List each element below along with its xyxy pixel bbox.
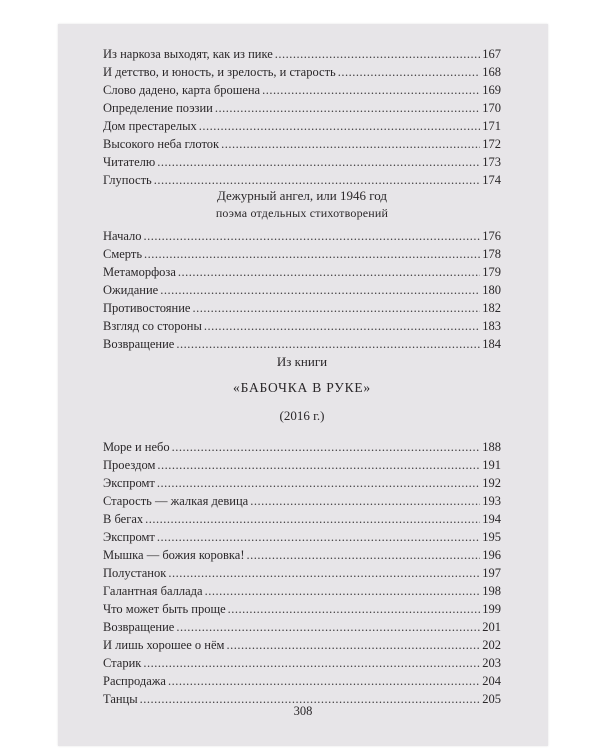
toc-entry-title: В бегах xyxy=(103,512,144,526)
dot-leader xyxy=(228,600,481,618)
toc-entry-title: И лишь хорошее о нём xyxy=(103,638,225,652)
toc-entry xyxy=(103,335,501,353)
toc-entry-page: 204 xyxy=(482,674,501,688)
toc-entry xyxy=(103,474,501,492)
toc-entry-page: 196 xyxy=(482,548,501,562)
book-page xyxy=(58,24,548,746)
toc-entry xyxy=(103,135,501,153)
toc-entry-page: 202 xyxy=(482,638,501,652)
toc-group-2 xyxy=(103,227,501,353)
toc-entry xyxy=(103,582,501,600)
page-number: 308 xyxy=(293,704,313,718)
toc-entry-title: Дом престарелых xyxy=(103,119,197,133)
toc-entry-page: 168 xyxy=(482,65,501,79)
toc-entry-page: 173 xyxy=(482,155,501,169)
toc-entry-page: 170 xyxy=(482,101,501,115)
toc-group-3 xyxy=(103,438,501,708)
toc-entry xyxy=(103,456,501,474)
dot-leader xyxy=(247,546,481,564)
toc-entry xyxy=(103,492,501,510)
toc-entry-title: Определение поэзии xyxy=(103,101,213,115)
dot-leader xyxy=(205,582,481,600)
toc-entry-title: Взгляд со стороны xyxy=(103,319,202,333)
toc-entry-title: Мышка — божия коровка! xyxy=(103,548,245,562)
toc-entry-title: Экспромт xyxy=(103,476,155,490)
toc-entry-page: 195 xyxy=(482,530,501,544)
toc-entry-title: Что может быть проще xyxy=(103,602,226,616)
dot-leader xyxy=(226,636,480,654)
toc-entry xyxy=(103,299,501,317)
dot-leader xyxy=(143,654,480,672)
section-title: Дежурный ангел, или 1946 год xyxy=(217,188,387,203)
dot-leader xyxy=(250,492,480,510)
toc-entry-title: Читателю xyxy=(103,155,156,169)
toc-entry-title: Возвращение xyxy=(103,620,175,634)
toc-entry-page: 201 xyxy=(482,620,501,634)
book-year: (2016 г.) xyxy=(279,408,325,423)
toc-entry xyxy=(103,99,501,117)
toc-entry-title: Слово дадено, карта брошена xyxy=(103,83,261,97)
toc-entry-page: 179 xyxy=(482,265,501,279)
toc-entry-page: 180 xyxy=(482,283,501,297)
dot-leader xyxy=(157,153,480,171)
dot-leader xyxy=(154,171,481,189)
toc-entry xyxy=(103,654,501,672)
toc-entry xyxy=(103,636,501,654)
dot-leader xyxy=(178,263,480,281)
toc-entry-page: 203 xyxy=(482,656,501,670)
toc-entry-title: Старость — жалкая девица xyxy=(103,494,249,508)
dot-leader xyxy=(262,81,480,99)
toc-entry-title: Смерть xyxy=(103,247,143,261)
toc-entry-title: Распродажа xyxy=(103,674,166,688)
dot-leader xyxy=(338,63,481,81)
dot-leader xyxy=(157,474,480,492)
toc-entry-page: 178 xyxy=(482,247,501,261)
toc-entry xyxy=(103,510,501,528)
toc-entry-title: Полустанок xyxy=(103,566,167,580)
dot-leader xyxy=(168,564,480,582)
toc-entry xyxy=(103,564,501,582)
toc-entry xyxy=(103,227,501,245)
toc-entry xyxy=(103,438,501,456)
toc-entry xyxy=(103,618,501,636)
toc-entry-title: Экспромт xyxy=(103,530,155,544)
dot-leader xyxy=(160,281,480,299)
toc-entry-page: 176 xyxy=(482,229,501,243)
toc-entry-title: Старик xyxy=(103,656,142,670)
toc-entry-page: 171 xyxy=(482,119,501,133)
toc-entry-title: Противостояние xyxy=(103,301,191,315)
toc-entry-page: 167 xyxy=(482,47,501,61)
toc-entry-page: 193 xyxy=(482,494,501,508)
toc-entry xyxy=(103,45,501,63)
toc-entry-page: 198 xyxy=(482,584,501,598)
toc-entry xyxy=(103,672,501,690)
toc-entry-title: Начало xyxy=(103,229,142,243)
dot-leader xyxy=(157,456,480,474)
dot-leader xyxy=(144,227,481,245)
section-subtitle: поэма отдельных стихотворений xyxy=(215,206,389,220)
dot-leader xyxy=(221,135,480,153)
toc-entry-title: Ожидание xyxy=(103,283,159,297)
dot-leader xyxy=(144,245,480,263)
toc-entry-title: Галантная баллада xyxy=(103,584,203,598)
toc-entry-page: 194 xyxy=(482,512,501,526)
toc-entry xyxy=(103,63,501,81)
toc-entry xyxy=(103,263,501,281)
toc-entry-page: 192 xyxy=(482,476,501,490)
toc-entry xyxy=(103,245,501,263)
toc-entry-title: И детство, и юность, и зрелость, и старость xyxy=(103,65,336,79)
toc-entry-page: 188 xyxy=(482,440,501,454)
dot-leader xyxy=(275,45,480,63)
toc-entry-page: 197 xyxy=(482,566,501,580)
toc-entry xyxy=(103,171,501,189)
book-intro: Из книги xyxy=(276,354,328,369)
toc-group-1 xyxy=(103,45,501,189)
toc-entry-title: Танцы xyxy=(103,692,138,706)
toc-entry xyxy=(103,546,501,564)
dot-leader xyxy=(176,618,480,636)
toc-entry-page: 174 xyxy=(482,173,501,187)
toc-entry-page: 205 xyxy=(482,692,501,706)
dot-leader xyxy=(172,438,481,456)
toc-entry-page: 172 xyxy=(482,137,501,151)
dot-leader xyxy=(157,528,480,546)
toc-entry xyxy=(103,153,501,171)
dot-leader xyxy=(168,672,480,690)
toc-entry xyxy=(103,600,501,618)
toc-entry-title: Из наркоза выходят, как из пике xyxy=(103,47,273,61)
dot-leader xyxy=(176,335,480,353)
toc-entry-title: Возвращение xyxy=(103,337,175,351)
dot-leader xyxy=(192,299,480,317)
toc-entry xyxy=(103,117,501,135)
toc-entry-page: 182 xyxy=(482,301,501,315)
toc-entry-page: 184 xyxy=(482,337,501,351)
toc-entry xyxy=(103,281,501,299)
dot-leader xyxy=(204,317,480,335)
toc-entry xyxy=(103,81,501,99)
toc-entry-title: Море и небо xyxy=(103,440,170,454)
toc-entry-page: 191 xyxy=(482,458,501,472)
dot-leader xyxy=(215,99,480,117)
dot-leader xyxy=(145,510,480,528)
toc-entry-page: 183 xyxy=(482,319,501,333)
toc-entry xyxy=(103,317,501,335)
dot-leader xyxy=(199,117,480,135)
toc-entry-page: 169 xyxy=(482,83,501,97)
toc-entry-title: Глупость xyxy=(103,173,152,187)
toc-entry-title: Проездом xyxy=(103,458,156,472)
toc-entry-title: Метаморфоза xyxy=(103,265,176,279)
book-title: «БАБОЧКА В РУКЕ» xyxy=(233,380,371,395)
toc-entry-title: Высокого неба глоток xyxy=(103,137,220,151)
toc-entry xyxy=(103,528,501,546)
toc-entry-page: 199 xyxy=(482,602,501,616)
